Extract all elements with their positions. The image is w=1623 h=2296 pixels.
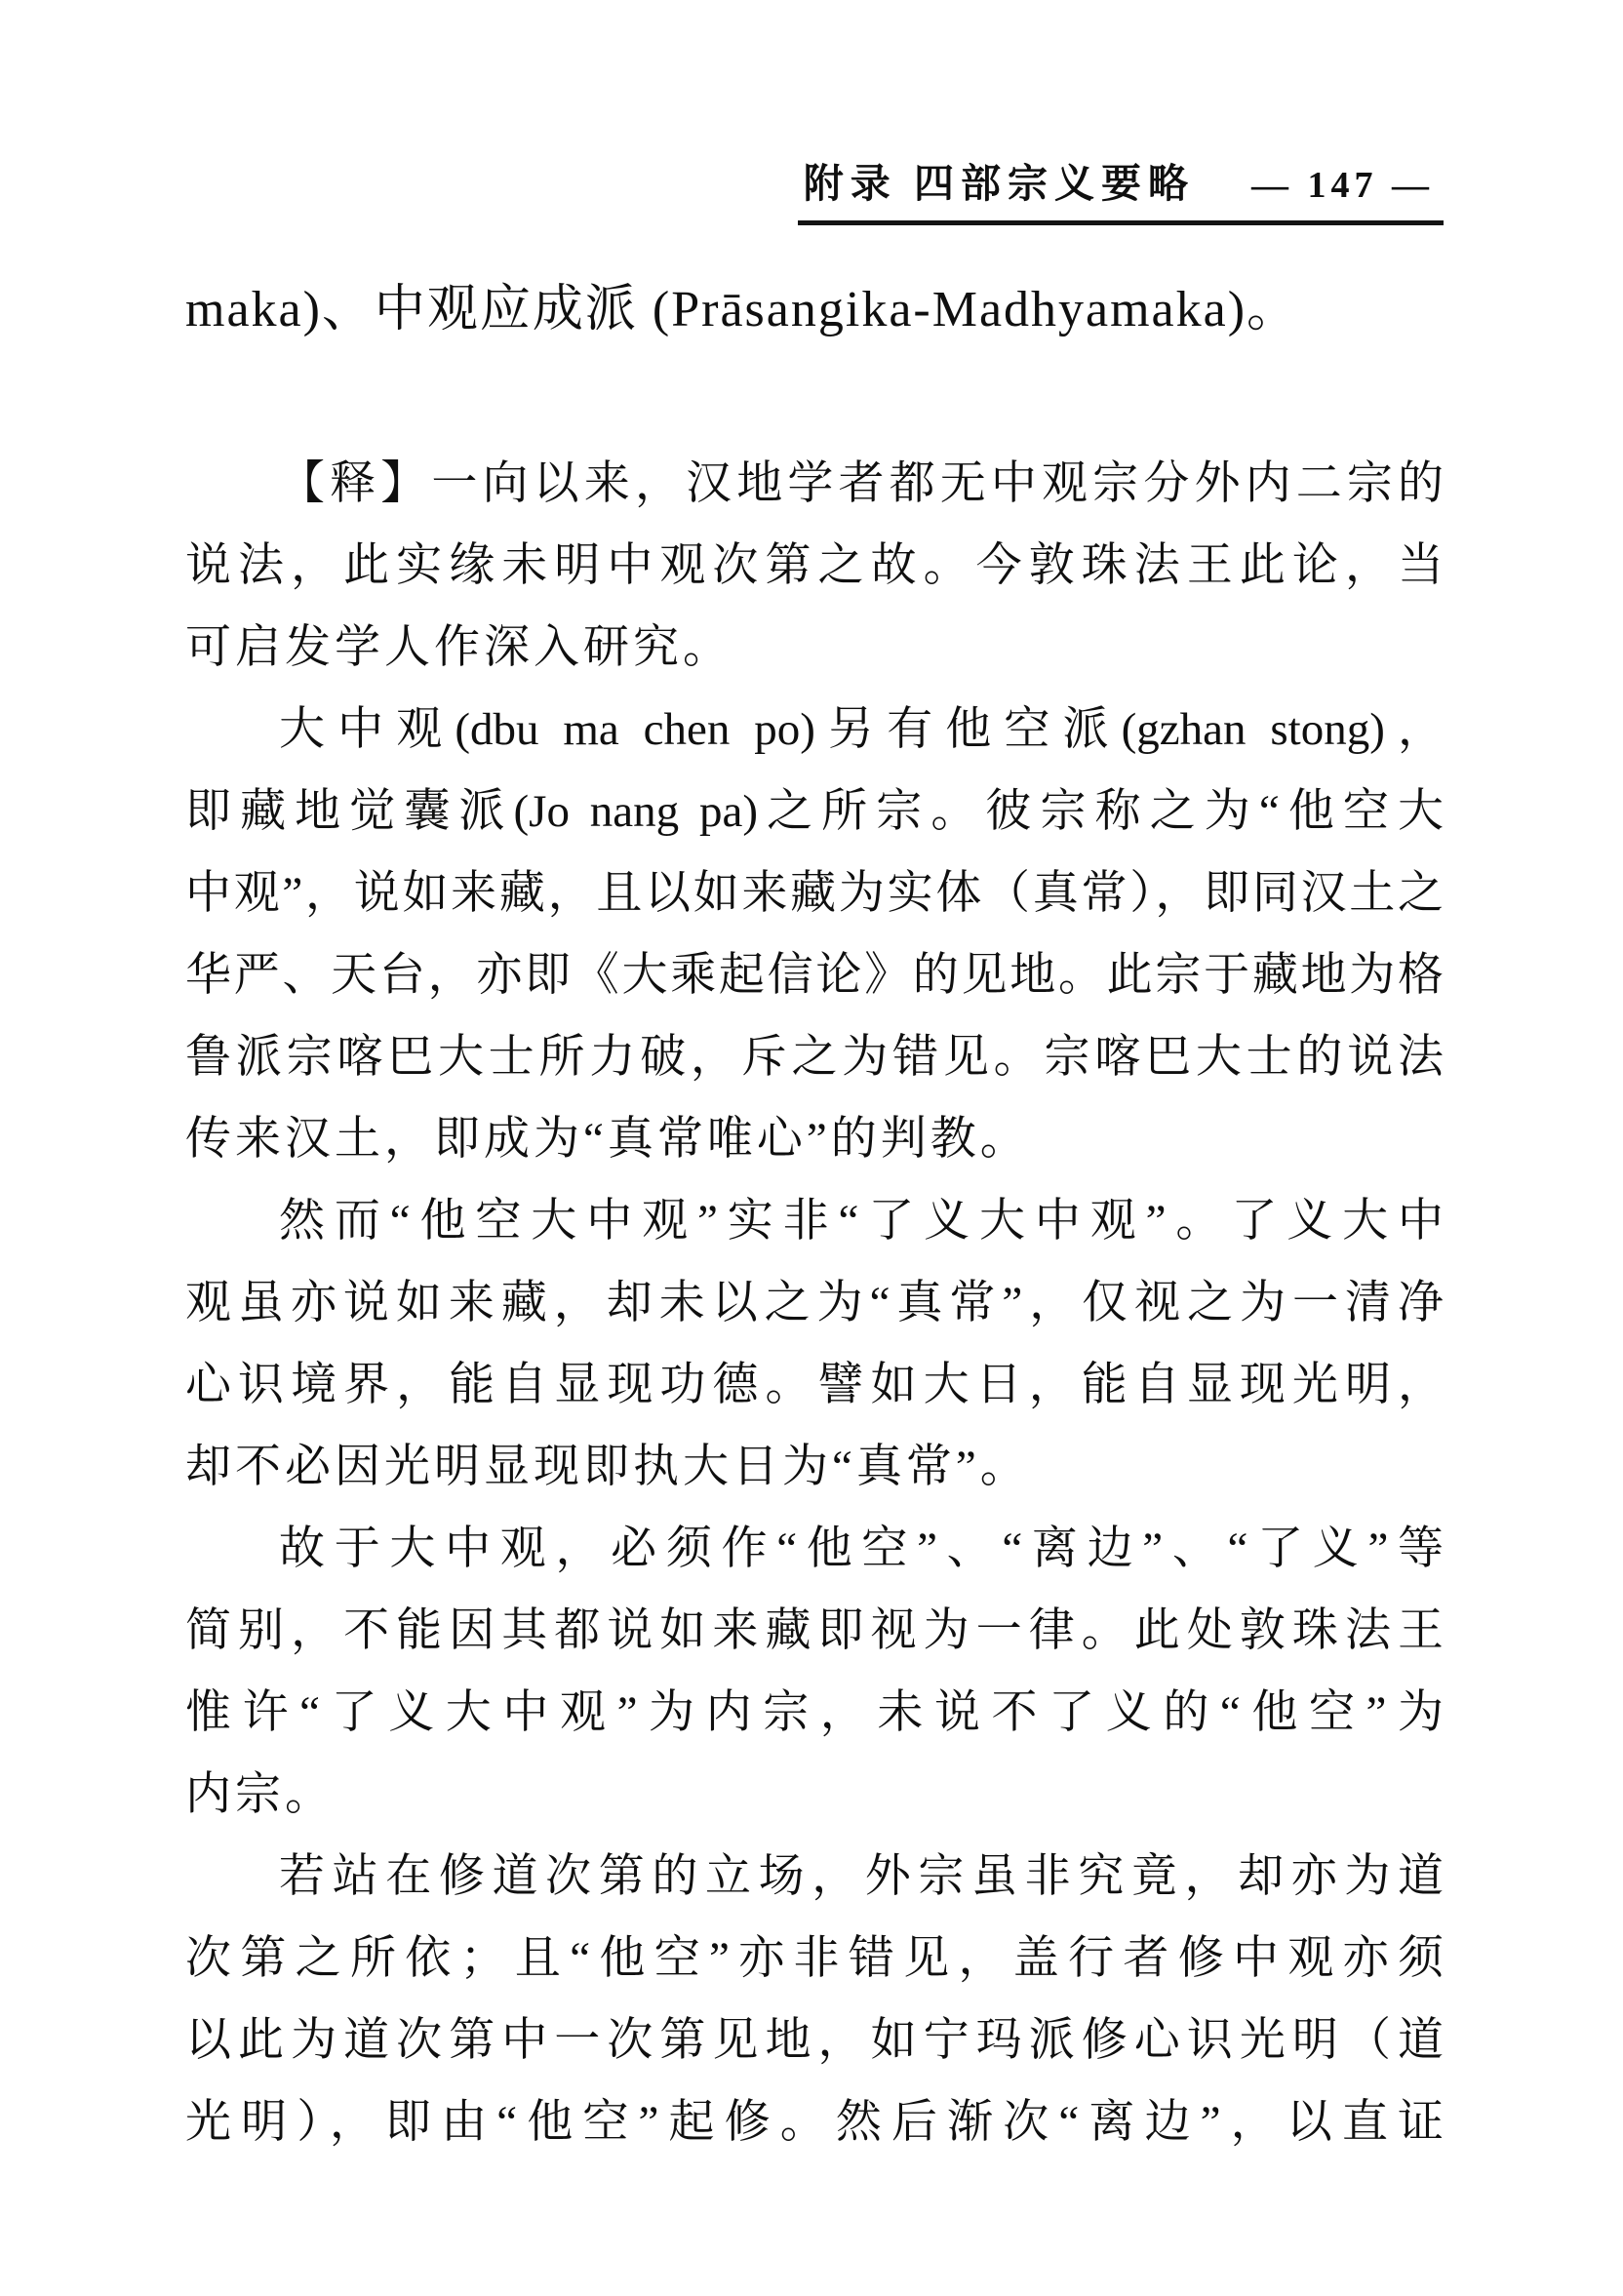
text-line: 然而“他空大中观”实非“了义大中观”。了义大中 xyxy=(279,1196,1444,1247)
text-line: 次第之所依；且“他空”亦非错见，盖行者修中观亦须 xyxy=(185,1933,1444,1984)
running-head xyxy=(798,151,1444,225)
page-number: — 147 — xyxy=(1251,165,1434,206)
text-line: 即藏地觉囊派(Jo nang pa)之所宗。彼宗称之为“他空大 xyxy=(185,786,1444,837)
paragraph xyxy=(185,1836,1444,2163)
text-line: 可启发学人作深入研究。 xyxy=(185,622,732,673)
running-head-title: 附录 四部宗义要略 xyxy=(803,161,1195,206)
text-line: 传来汉土，即成为“真常唯心”的判教。 xyxy=(185,1114,1030,1165)
page-body xyxy=(185,269,1444,2163)
text-line: 内宗。 xyxy=(185,1769,335,1820)
text-line: 惟许“了义大中观”为内宗，未说不了义的“他空”为 xyxy=(185,1687,1444,1738)
text-line: 简别，不能因其都说如来藏即视为一律。此处敦珠法王 xyxy=(185,1605,1444,1656)
paragraph xyxy=(185,1508,1444,1836)
text-line: 以此为道次第中一次第见地，如宁玛派修心识光明（道 xyxy=(185,2015,1444,2066)
page-header xyxy=(185,151,1444,225)
text-line: 说法，此实缘未明中观次第之故。今敦珠法王此论，当 xyxy=(185,540,1444,591)
text-line: 心识境界，能自显现功德。譬如大日，能自显现光明， xyxy=(185,1360,1444,1410)
text-line: 中观”，说如来藏，且以如来藏为实体（真常），即同汉土之 xyxy=(185,868,1444,919)
paragraphs-container xyxy=(185,443,1444,2163)
paragraph xyxy=(185,443,1444,689)
text-line: 故于大中观，必须作“他空”、“离边”、“了义”等 xyxy=(279,1524,1444,1574)
paragraph xyxy=(185,1180,1444,1508)
text-line: 大中观(dbu ma chen po)另有他空派(gzhan stong)， xyxy=(279,704,1444,755)
text-line: 【释】一向以来，汉地学者都无中观宗分外内二宗的 xyxy=(279,458,1444,509)
text-line: 观虽亦说如来藏，却未以之为“真常”，仅视之为一清净 xyxy=(185,1278,1444,1328)
text-line: 光明），即由“他空”起修。然后渐次“离边”，以直证 xyxy=(185,2097,1444,2148)
text-line: 鲁派宗喀巴大士所力破，斥之为错见。宗喀巴大士的说法 xyxy=(185,1032,1444,1083)
continuation-line: maka)、中观应成派 (Prāsangika-Madhyamaka)。 xyxy=(185,282,1300,337)
paragraph xyxy=(185,689,1444,1180)
text-line: 华严、天台，亦即《大乘起信论》的见地。此宗于藏地为格 xyxy=(185,950,1444,1001)
text-line: 若站在修道次第的立场，外宗虽非究竟，却亦为道 xyxy=(279,1851,1444,1902)
text-line: 却不必因光明显现即执大日为“真常”。 xyxy=(185,1442,1030,1492)
